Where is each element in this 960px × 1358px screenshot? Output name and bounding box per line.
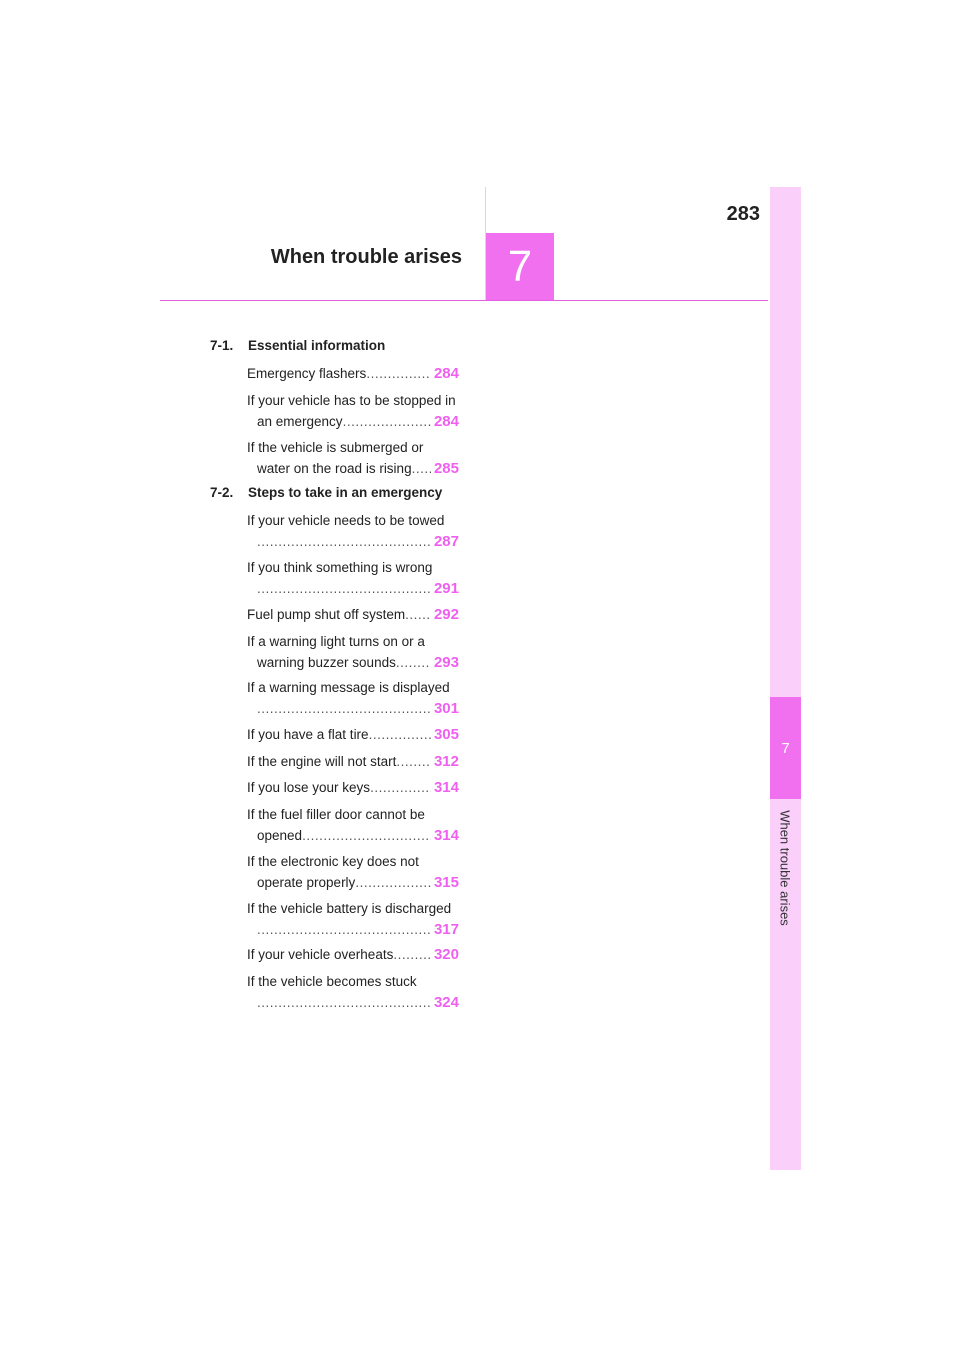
toc-entry-text: Fuel pump shut off system bbox=[247, 607, 406, 622]
toc-entry-line bbox=[247, 364, 459, 385]
toc-entry[interactable] bbox=[247, 805, 459, 846]
toc-entry-line bbox=[247, 391, 459, 412]
toc-page-link[interactable]: 284 bbox=[433, 412, 459, 430]
toc-entry-line bbox=[247, 558, 459, 579]
section-number: 7-1. bbox=[210, 338, 234, 353]
toc-entry-text: If you have a flat tire bbox=[247, 727, 369, 742]
toc-entry-line bbox=[247, 532, 459, 553]
toc-leader-dots bbox=[343, 412, 431, 433]
toc-page-link[interactable]: 315 bbox=[433, 873, 459, 891]
toc-entry-line bbox=[247, 805, 459, 826]
toc-page-link[interactable]: 320 bbox=[433, 946, 459, 963]
toc-entry[interactable] bbox=[247, 364, 459, 385]
toc-entry-line bbox=[247, 778, 459, 799]
toc-entry[interactable] bbox=[247, 752, 459, 773]
toc-leader-dots bbox=[396, 653, 431, 674]
toc-entry-text: If the fuel filler door cannot be bbox=[247, 807, 425, 822]
toc-entry-line bbox=[247, 605, 459, 626]
toc-page-link[interactable]: 324 bbox=[433, 993, 459, 1011]
page-number: 283 bbox=[726, 203, 760, 225]
toc-entry-text: If your vehicle overheats bbox=[247, 947, 394, 962]
section-title: Steps to take in an emergency bbox=[248, 485, 443, 500]
toc-entry-text: Emergency flashers bbox=[247, 366, 367, 381]
toc-entry[interactable] bbox=[247, 558, 459, 599]
toc-entry-line bbox=[247, 826, 459, 847]
toc-entry-text: If you think something is wrong bbox=[247, 560, 433, 575]
toc-entry-line bbox=[247, 459, 459, 480]
toc-entry-line bbox=[247, 412, 459, 433]
toc-entry-text: If your vehicle has to be stopped in bbox=[247, 393, 456, 408]
toc-entry-text: If a warning message is displayed bbox=[247, 680, 450, 695]
toc-page-link[interactable]: 305 bbox=[433, 726, 459, 743]
chapter-title: When trouble arises bbox=[270, 246, 462, 268]
toc-page-link[interactable]: 293 bbox=[433, 653, 459, 671]
toc-entry[interactable] bbox=[247, 511, 459, 552]
toc-entry-line bbox=[247, 699, 459, 720]
toc-entry-text: If a warning light turns on or a bbox=[247, 634, 425, 649]
toc-entry-text: warning buzzer sounds bbox=[257, 654, 396, 670]
toc-entry-text: If the vehicle becomes stuck bbox=[247, 974, 417, 989]
toc-page-link[interactable]: 301 bbox=[433, 699, 459, 717]
toc-leader-dots bbox=[370, 778, 431, 799]
toc-entry-line bbox=[247, 678, 459, 699]
toc-page-link[interactable]: 317 bbox=[433, 920, 459, 938]
header-divider-horizontal bbox=[160, 300, 768, 301]
toc-entry-text: water on the road is rising bbox=[257, 460, 412, 476]
toc-page-link[interactable]: 292 bbox=[433, 606, 459, 623]
toc-page-link[interactable]: 284 bbox=[433, 365, 459, 382]
toc-leader-dots bbox=[405, 605, 431, 626]
toc-entry[interactable] bbox=[247, 945, 459, 966]
toc-entry-line bbox=[247, 438, 459, 459]
toc-page-link[interactable]: 314 bbox=[433, 779, 459, 796]
toc-entry-line bbox=[247, 632, 459, 653]
toc-entry[interactable] bbox=[247, 678, 459, 719]
toc-entry[interactable] bbox=[247, 972, 459, 1013]
toc-entry-text: If the vehicle is submerged or bbox=[247, 440, 424, 455]
toc-entry[interactable] bbox=[247, 899, 459, 940]
section-number: 7-2. bbox=[210, 485, 234, 500]
toc-entry-text: operate properly bbox=[257, 874, 356, 890]
toc-entry-text: If the electronic key does not bbox=[247, 854, 419, 869]
toc-leader-dots bbox=[257, 920, 431, 941]
side-index-tab[interactable] bbox=[770, 697, 801, 799]
toc-entry-text: If the vehicle battery is discharged bbox=[247, 901, 452, 916]
toc-page-link[interactable]: 287 bbox=[433, 532, 459, 550]
section-heading bbox=[210, 338, 385, 353]
toc-entry-line bbox=[247, 873, 459, 894]
toc-entry-line bbox=[247, 920, 459, 941]
toc-entry[interactable] bbox=[247, 725, 459, 746]
toc-entry[interactable] bbox=[247, 852, 459, 893]
toc-entry-text: opened bbox=[257, 827, 303, 843]
toc-entry-line bbox=[247, 993, 459, 1014]
toc-entry-line bbox=[247, 972, 459, 993]
toc-entry-line bbox=[247, 852, 459, 873]
toc-entry-text: an emergency bbox=[257, 413, 343, 429]
toc-entry-line bbox=[247, 579, 459, 600]
chapter-number: 7 bbox=[507, 242, 533, 291]
toc-leader-dots bbox=[355, 873, 431, 894]
toc-leader-dots bbox=[369, 725, 431, 746]
toc-entry[interactable] bbox=[247, 605, 459, 626]
toc-entry-line bbox=[247, 899, 459, 920]
side-index-strip bbox=[770, 187, 801, 1170]
toc-leader-dots bbox=[396, 752, 431, 773]
toc-entry-text: If your vehicle needs to be towed bbox=[247, 513, 445, 528]
toc-leader-dots bbox=[257, 993, 431, 1014]
toc-entry[interactable] bbox=[247, 438, 459, 479]
toc-entry-line bbox=[247, 511, 459, 532]
toc-page-link[interactable]: 314 bbox=[433, 826, 459, 844]
toc-page-link[interactable]: 285 bbox=[433, 459, 459, 477]
toc-leader-dots bbox=[366, 364, 431, 385]
toc-entry-line bbox=[247, 945, 459, 966]
toc-entry-line bbox=[247, 752, 459, 773]
toc-leader-dots bbox=[412, 459, 431, 480]
section-title: Essential information bbox=[248, 338, 386, 353]
toc-entry[interactable] bbox=[247, 391, 459, 432]
toc-leader-dots bbox=[257, 532, 431, 553]
toc-page-link[interactable]: 291 bbox=[433, 579, 459, 597]
toc-leader-dots bbox=[393, 945, 431, 966]
toc-leader-dots bbox=[302, 826, 431, 847]
toc-leader-dots bbox=[257, 579, 431, 600]
chapter-number-box bbox=[486, 233, 554, 301]
toc-entry-line bbox=[247, 653, 459, 674]
toc-entry[interactable] bbox=[247, 778, 459, 799]
toc-entry-line bbox=[247, 725, 459, 746]
toc-entry-text: If the engine will not start bbox=[247, 754, 397, 769]
toc-leader-dots bbox=[257, 699, 431, 720]
toc-entry-text: If you lose your keys bbox=[247, 780, 371, 795]
side-tab-number: 7 bbox=[781, 739, 790, 757]
toc-page-link[interactable]: 312 bbox=[433, 753, 459, 770]
toc-entry[interactable] bbox=[247, 632, 459, 673]
section-heading bbox=[210, 485, 442, 500]
